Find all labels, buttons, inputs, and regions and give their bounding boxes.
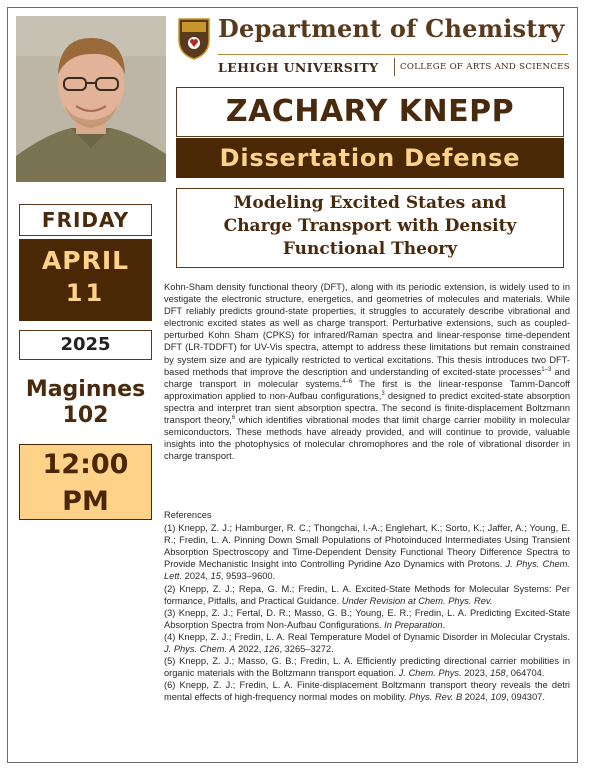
department-title: Department of Chemistry: [218, 14, 565, 43]
time-label: 12:00: [42, 449, 129, 480]
reference-item: (3) Knepp, Z. J.; Fertal, D. R.; Masso, G. B.; Young, E. R.; Fredin, L. A. Predicting Excited-State Absorption Spectra from Non-Aufbau Configurations. In Preparation.: [164, 607, 570, 630]
thesis-title: [177, 189, 563, 261]
abstract-text-2: and charge transport in molecular systems.: [164, 366, 570, 389]
event-title: Dissertation Defense: [219, 144, 521, 172]
abstract-citation-2: 4–6: [342, 378, 353, 385]
presenter-photo: [16, 16, 166, 182]
reference-item: (5) Knepp, Z. J.; Masso, G. B.; Fredin, L. A. Efficiently predicting directional carrier mobilities in organic materials with the Boltzmann transport equation. J. Chem. Phys. 2023, 158, 064704.: [164, 656, 570, 679]
event-banner: [176, 138, 564, 178]
date-label: 11: [65, 279, 106, 307]
room-location: [19, 377, 152, 429]
references-heading: References: [164, 510, 212, 520]
presenter-name: ZACHARY KNEPP: [225, 94, 515, 129]
year-box: [19, 330, 152, 360]
lehigh-crest-icon: [176, 16, 212, 60]
thesis-title-line-1: Modeling Excited States and: [233, 193, 507, 213]
thesis-title-line-3: Functional Theory: [282, 239, 458, 259]
date-box: [19, 239, 152, 321]
room-building: Maginnes: [25, 377, 146, 402]
header-rule: [218, 54, 568, 55]
thesis-title-box: [176, 188, 564, 268]
year-label: 2025: [60, 334, 111, 355]
department-header: [172, 14, 577, 80]
day-label: FRIDAY: [41, 208, 130, 232]
reference-item: (4) Knepp, Z. J.; Fredin, L. A. Real Temperature Model of Dynamic Disorder in Molecular Crystals. J. Phys. Chem. A 2022, 126, 3265–3272.: [164, 631, 570, 655]
abstract-citation-1: 1–3: [541, 366, 552, 373]
university-name: LEHIGH UNIVERSITY: [218, 60, 379, 75]
reference-item: (6) Knepp, Z. J.; Fredin, L. A. Finite-displacement Boltzmann transport theory reveals the detri mental effects of high-frequency normal modes on mobility. Phys. Rev. B 2024, 109, 094307.: [164, 680, 570, 703]
abstract-text-1: Kohn-Sham density functional theory (DFT), along with its periodic extension, is widely used to in vestigate the electronic structure, energetics, and geometries of molecules and materials. While DFT reliably predicts ground-state properties, it struggles to accurately describe vibrational and electronic excited states as well as charge transport. Perturbative extensions, such as coupled-perturbed Kohn Sham (CPKS) for infrared/Raman spectra and linear-response time-dependent DFT (LR-TDDFT) for UV-Vis spectra, attempt to address these limitations but remain constrained by system size and are typically restricted to vertical excitations. This thesis introduces two DFT-based methods that improve the description and understanding of excited-state processes: [164, 282, 570, 377]
thesis-title-line-2: Charge Transport with Density: [223, 216, 517, 236]
college-name: COLLEGE OF ARTS AND SCIENCES: [400, 62, 570, 72]
header-separator: [394, 58, 395, 76]
time-period: PM: [62, 486, 109, 517]
abstract-text-4: designed to predict excited-state absorption spectra and interpret tran sient absorption spectra. The second is finite-displacement Boltzmann transport theory,: [164, 390, 570, 426]
abstract-paragraph: [164, 281, 570, 462]
reference-item: (1) Knepp, Z. J.; Hamburger, R. C.; Thongchai, I.-A.; Englehart, K.; Sorto, K.; Jaffer, A.; Young, E. R.; Fredin, L. A. Pinning Down Small Populations of Photoinduced Intermediates Using Transient Absorption Spectroscopy and Time-Dependent Density Functional Theory Difference Spectra to Provide Mechanistic Insight into Controlling Pyridine Azo Dynamics with Protons. J. Phys. Chem. Lett. 2024, 15, 9593–9600.: [164, 523, 571, 582]
presenter-portrait-image: [16, 16, 166, 182]
day-box: [19, 204, 152, 236]
month-label: APRIL: [41, 246, 130, 275]
reference-item: (2) Knepp, Z. J.; Repa, G. M.; Fredin, L. A. Excited-State Methods for Molecular Systems: Per formance, Pitfalls, and Practical Guidance. Under Revision at Chem. Phys. Rev.: [164, 583, 570, 606]
abstract-citation-3: 3: [381, 390, 385, 397]
room-number: 102: [62, 403, 109, 428]
abstract-text-5: which identifies vibrational modes that limit charge carrier mobility in molecular semiconductors. These methods have already provided, and will continue to provide, valuable insights into the photophysics of molecular chromophores and the role of vibrational disorder in charge transport.: [164, 415, 570, 462]
presenter-name-box: [176, 87, 564, 137]
abstract-citation-4: 6: [231, 414, 236, 421]
abstract-text-3: The first is the linear-response Tamm-Dancoff approximation applied to non-Aufbau configurations,: [164, 378, 570, 401]
references-section: [164, 509, 570, 704]
time-box: [19, 444, 152, 520]
